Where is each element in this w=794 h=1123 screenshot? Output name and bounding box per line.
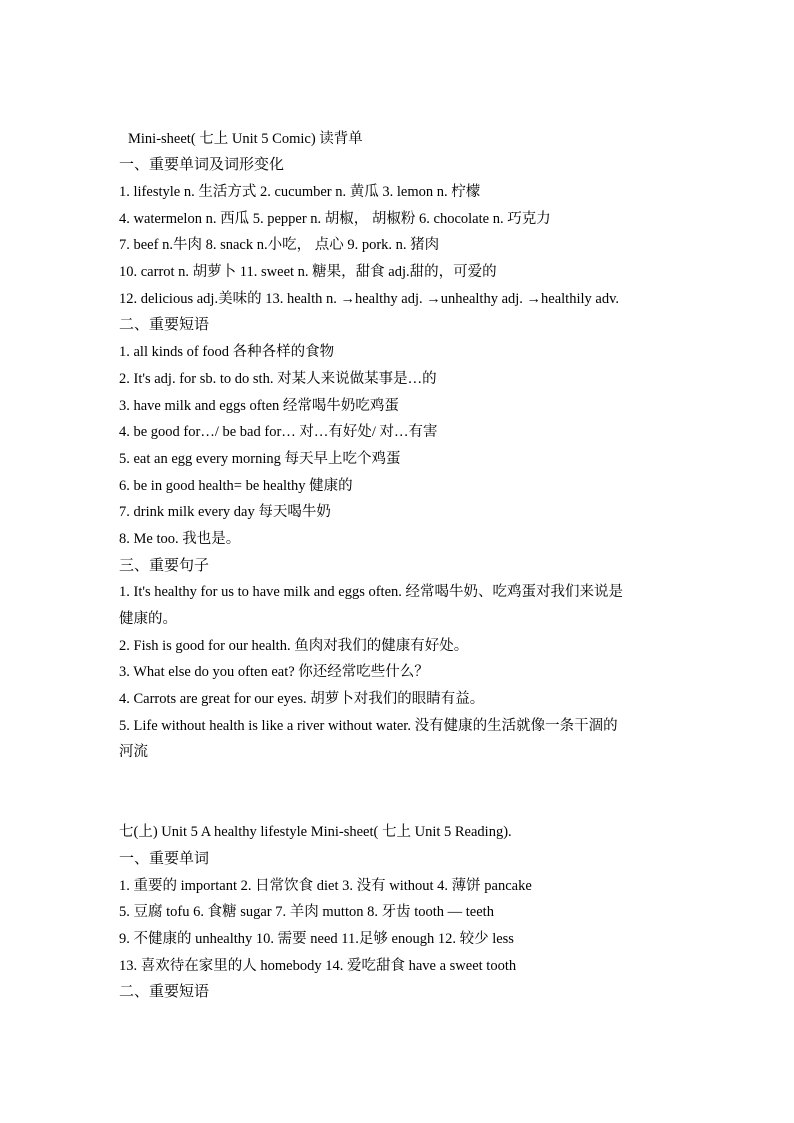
sentence-item: 健康的。 <box>119 611 177 627</box>
sentence-item: 1. It's healthy for us to have milk and eggs often. 经常喝牛奶、吃鸡蛋对我们来说是 <box>119 584 624 600</box>
phrase-item: 8. Me too. 我也是。 <box>119 531 241 547</box>
phrase-item: 1. all kinds of food 各种各样的食物 <box>119 344 335 360</box>
word-item: 13. 喜欢待在家里的人 homebody 14. 爱吃甜食 have a sweet tooth <box>119 958 517 974</box>
word-item: 5. 豆腐 tofu 6. 食糖 sugar 7. 羊肉 mutton 8. 牙齿 tooth — teeth <box>119 904 494 920</box>
phrase-item: 3. have milk and eggs often 经常喝牛奶吃鸡蛋 <box>119 398 399 414</box>
phrase-item: 7. drink milk every day 每天喝牛奶 <box>119 504 331 520</box>
word-item: 1. lifestyle n. 生活方式 2. cucumber n. 黄瓜 3. lemon n. 柠檬 <box>119 184 481 200</box>
section1-heading-words: 一、重要单词及词形变化 <box>119 157 285 173</box>
section2-heading-words: 一、重要单词 <box>119 851 210 867</box>
word-item: 4. watermelon n. 西瓜 5. pepper n. 胡椒， 胡椒粉 6. chocolate n. 巧克力 <box>119 211 551 227</box>
phrase-item: 4. be good for…/ be bad for… 对…有好处/ 对…有害 <box>119 424 438 440</box>
sentence-item: 4. Carrots are great for our eyes. 胡萝卜对我们的眼睛有益。 <box>119 691 485 707</box>
word-item: 12. delicious adj.美味的 13. health n. →healthy adj. →unhealthy adj. →healthily adv. <box>119 291 620 307</box>
word-item: 7. beef n.牛肉 8. snack n.小吃， 点心 9. pork. n. 猪肉 <box>119 237 440 253</box>
word-item: 1. 重要的 important 2. 日常饮食 diet 3. 没有 without 4. 薄饼 pancake <box>119 878 532 894</box>
section1-heading-phrases: 二、重要短语 <box>119 317 210 333</box>
phrase-item: 6. be in good health= be healthy 健康的 <box>119 478 353 494</box>
section1-title: Mini-sheet( 七上 Unit 5 Comic) 读背单 <box>128 131 363 147</box>
word-item: 9. 不健康的 unhealthy 10. 需要 need 11.足够 enough 12. 较少 less <box>119 931 514 947</box>
sentence-item: 2. Fish is good for our health. 鱼肉对我们的健康有好处。 <box>119 638 469 654</box>
word-item: 10. carrot n. 胡萝卜 11. sweet n. 糖果，甜食 adj.甜的，可爱的 <box>119 264 497 280</box>
sentence-item: 5. Life without health is like a river without water. 没有健康的生活就像一条干涸的 <box>119 718 618 734</box>
section2-title: 七(上) Unit 5 A healthy lifestyle Mini-sheet( 七上 Unit 5 Reading). <box>119 824 512 840</box>
phrase-item: 2. It's adj. for sb. to do sth. 对某人来说做某事是…的 <box>119 371 437 387</box>
phrase-item: 5. eat an egg every morning 每天早上吃个鸡蛋 <box>119 451 401 467</box>
section1-heading-sentences: 三、重要句子 <box>119 558 210 574</box>
sentence-item: 3. What else do you often eat? 你还经常吃些什么？ <box>119 664 429 680</box>
section2-heading-phrases: 二、重要短语 <box>119 984 210 1000</box>
sentence-item: 河流 <box>119 744 148 760</box>
